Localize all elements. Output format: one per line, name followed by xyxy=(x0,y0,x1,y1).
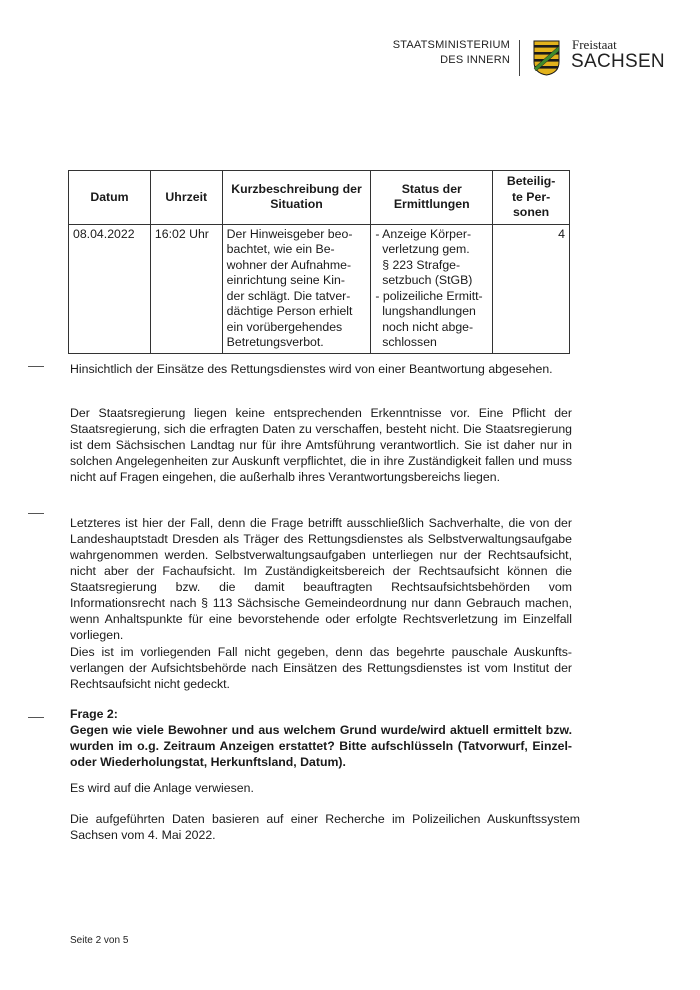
page-number: Seite 2 von 5 xyxy=(70,935,129,946)
paragraph-anlage: Es wird auf die Anlage verwiesen. xyxy=(70,781,254,795)
cell-datum: 08.04.2022 xyxy=(69,224,151,353)
margin-mark xyxy=(28,717,44,718)
col-header-uhrzeit: Uhrzeit xyxy=(150,171,222,225)
paragraph-staatsregierung: Der Staatsregierung liegen keine entsprechenden Erkenntnisse vor. Eine Pflicht der Staatsregierung, sich die erfragten Daten zu verschaffen, besteht nicht. Die Staatsregierung ist dem Sächsischen Landtag nur für ihre Amtsführung verantwortlich. Sie ist daher nur in solchen Angelegenheiten zur Auskunft verpflichtet, die in ihre Zuständigkeit fallen und muss nicht auf Fragen eingehen, die außerhalb ihres Verantwortungsbereichs liegen. xyxy=(70,406,572,484)
cell-uhrzeit: 16:02 Uhr xyxy=(150,224,222,353)
margin-mark xyxy=(28,366,44,367)
cell-kurzbeschreibung: Der Hinweisgeber beo- bachtet, wie ein Be- wohner der Aufnahme- einrichtung seine Kin- der schlägt. Die tatver- dächtige Person erhielt ein vorübergehendes Betretungsverbot. xyxy=(222,224,371,353)
col-header-kurzbeschreibung: Kurzbeschreibung der Situation xyxy=(222,171,371,225)
state-label: Freistaat xyxy=(572,37,617,52)
header-divider xyxy=(519,40,520,76)
cell-status: - Anzeige Körper- verletzung gem. § 223 Strafge- setzbuch (StGB) - polizeiliche Ermitt- lungshandlungen noch nicht abge- schlossen xyxy=(371,224,493,353)
saxony-coat-of-arms-icon xyxy=(533,40,560,76)
cell-beteiligte: 4 xyxy=(493,224,570,353)
ministry-name xyxy=(393,38,510,68)
table-row xyxy=(69,224,570,353)
margin-mark xyxy=(28,513,44,514)
incident-table xyxy=(68,170,570,354)
col-header-datum: Datum xyxy=(69,171,151,225)
table-header-row xyxy=(69,171,570,225)
question-2-text: Gegen wie viele Bewohner und aus welchem Grund wurde/wird aktuell ermittelt bzw. wurden im o.g. Zeitraum Anzeigen erstattet? Bitte aufschlüsseln (Tatvorwurf, Einzel- oder Wiederholungstat, Herkunftsland, Datum). xyxy=(70,723,572,769)
question-2 xyxy=(70,706,572,770)
ministry-line-2: DES INNERN xyxy=(440,54,510,66)
paragraph-auskunftsverlangen: Dies ist im vorliegenden Fall nicht gegeben, denn das begehrte pauschale Auskunftsverlangen der Aufsichtsbehörde nach Einsätzen des Rettungsdienstes ist vom Institut der Rechtsaufsicht nicht gedeckt. xyxy=(70,645,572,691)
ministry-line-1: STAATSMINISTERIUM xyxy=(392,39,510,51)
question-2-title: Frage 2: xyxy=(70,707,118,721)
paragraph-rechtsaufsicht: Letzteres ist hier der Fall, denn die Frage betrifft ausschließlich Sachverhalte, die von der Landeshauptstadt Dresden als Träger des Rettungsdienstes als Selbstverwaltungsaufgabe wahrgenommen werden. Selbstverwaltungsaufgaben unterliegen nur der Rechtsaufsicht, nicht aber der Fachaufsicht. Im Zuständigkeitsbereich der Rechtsaufsicht können die Staatsregierung bzw. die damit beauftragten Rechtsaufsichtsbehörden vom Informationsrecht nach § 113 Sächsische Gemeindeordnung nur dann Gebrauch machen, wenn Anhaltspunkte für eine bevorstehende oder erfolgte Rechtsverletzung im Einzelfall vorliegen. xyxy=(70,516,572,642)
col-header-beteiligte: Beteilig- te Per- sonen xyxy=(493,171,570,225)
paragraph-rettungsdienst: Hinsichtlich der Einsätze des Rettungsdienstes wird von einer Beantwortung abgesehen. xyxy=(70,362,553,376)
col-header-status: Status der Ermittlungen xyxy=(371,171,493,225)
paragraph-datenbasis: Die aufgeführten Daten basieren auf einer Recherche im Polizeilichen Auskunftssystem Sachsen vom 4. Mai 2022. xyxy=(70,812,580,842)
state-name: SACHSEN xyxy=(571,51,665,72)
